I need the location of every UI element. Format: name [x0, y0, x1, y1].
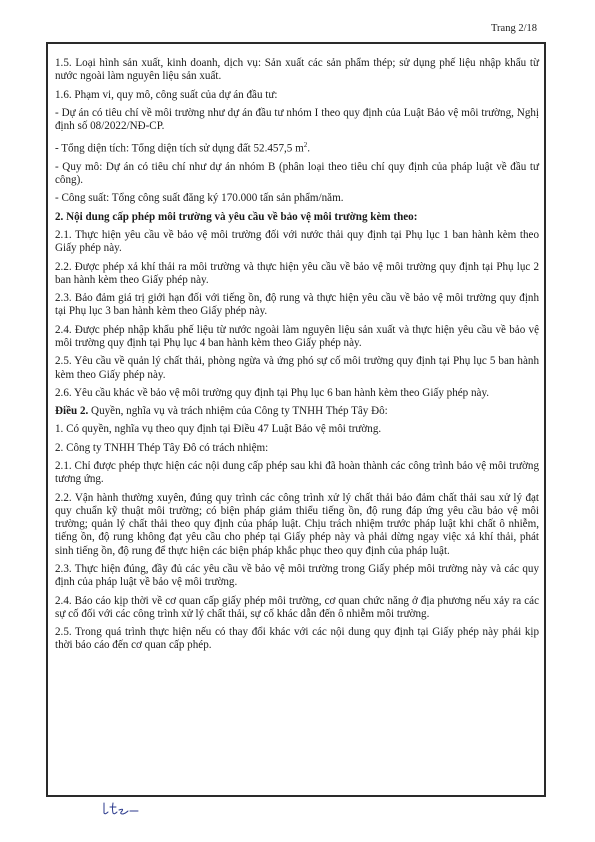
paragraph-responsibilities-heading: 2. Công ty TNHH Thép Tây Đô có trách nhiệm:	[55, 441, 269, 454]
document-body	[55, 57, 539, 658]
paragraph-responsibility-2-3: 2.3. Thực hiện đúng, đầy đủ các yêu cầu về bảo vệ môi trường trong Giấy phép môi trường này và các quy định của pháp luật về bảo vệ môi trường.	[55, 562, 539, 589]
paragraph-responsibility-2-1: 2.1. Chỉ được phép thực hiện các nội dung cấp phép sau khi đã hoàn thành các công trình bảo vệ môi trường tương ứng.	[55, 460, 539, 486]
section-heading-permit-content: 2. Nội dung cấp phép môi trường và yêu cầu về bảo vệ môi trường kèm theo:	[55, 210, 418, 223]
paragraph-project-scale: - Quy mô: Dự án có tiêu chí như dự án nhóm B (phân loại theo tiêu chí quy định của pháp luật về đầu tư công).	[55, 160, 539, 186]
area-unit-superscript: 2	[303, 140, 308, 149]
total-area-text: - Tổng diện tích: Tổng diện tích sử dụng đất 52.457,5 m	[55, 142, 304, 155]
handwritten-initials	[100, 799, 140, 819]
article-2-title: Quyền, nghĩa vụ và trách nhiệm của Công ty TNHH Thép Tây Đô:	[88, 405, 388, 418]
paragraph-rights-obligations: 1. Có quyền, nghĩa vụ theo quy định tại Điều 47 Luật Bảo vệ môi trường.	[55, 423, 382, 436]
paragraph-emissions: 2.2. Được phép xả khí thải ra môi trường và thực hiện yêu cầu về bảo vệ môi trường quy định tại Phụ lục 2 ban hành kèm theo Giấy phép này.	[55, 260, 539, 286]
paragraph-wastewater: 2.1. Thực hiện yêu cầu về bảo vệ môi trường đối với nước thải quy định tại Phụ lục 1 ban hành kèm theo Giấy phép này.	[55, 229, 539, 255]
article-2-label: Điều 2.	[55, 405, 89, 418]
paragraph-business-type: 1.5. Loại hình sản xuất, kinh doanh, dịch vụ: Sản xuất các sản phẩm thép; sử dụng phế liệu nhập khẩu từ nước ngoài làm nguyên liệu sản xuất.	[55, 57, 539, 83]
paragraph-responsibility-2-2: 2.2. Vận hành thường xuyên, đúng quy trình các công trình xử lý chất thải bảo đảm chất thải sau xử lý đạt quy chuẩn kỹ thuật môi trường; có biện pháp giảm thiểu tiếng ồn, độ rung đáp ứng yêu cầu bảo vệ môi trường; quản lý chất thải theo quy định của pháp luật. Chịu trách nhiệm trước pháp luật khi chất ô nhiễm, tiếng ồn, độ rung không đạt yêu cầu cho phép tại Giấy phép này và phải dừng ngay việc xả khí thải, phát sinh tiếng ồn, độ rung để thực hiện các biện pháp khắc phục theo quy định của pháp luật.	[55, 491, 539, 557]
paragraph-responsibility-2-4: 2.4. Báo cáo kịp thời về cơ quan cấp giấy phép môi trường, cơ quan chức năng ở địa phương nếu xảy ra các sự cố đối với các công trình xử lý chất thải, sự cố khác dẫn đến ô nhiễm môi trường.	[55, 594, 539, 620]
paragraph-capacity: - Công suất: Tổng công suất đăng ký 170.000 tấn sản phẩm/năm.	[55, 192, 344, 205]
paragraph-other-requirements: 2.6. Yêu cầu khác về bảo vệ môi trường quy định tại Phụ lục 6 ban hành kèm theo Giấy phép này.	[55, 387, 490, 399]
page-number: Trang 2/18	[491, 23, 537, 34]
paragraph-total-area	[55, 139, 539, 156]
article-2-heading	[55, 405, 539, 418]
paragraph-environment-criteria: - Dự án có tiêu chí về môi trường như dự án đầu tư nhóm I theo quy định của Luật Bảo vệ môi trường, Nghị định số 08/2022/NĐ-CP.	[55, 106, 539, 133]
paragraph-scrap-import: 2.4. Được phép nhập khẩu phế liệu từ nước ngoài làm nguyên liệu sản xuất và thực hiện yêu cầu về bảo vệ môi trường quy định tại Phụ lục 4 ban hành kèm theo Giấy phép này.	[55, 323, 539, 350]
paragraph-waste-management: 2.5. Yêu cầu về quản lý chất thải, phòng ngừa và ứng phó sự cố môi trường quy định tại Phụ lục 5 ban hành kèm theo Giấy phép này.	[55, 355, 539, 381]
paragraph-noise-vibration: 2.3. Bảo đảm giá trị giới hạn đối với tiếng ồn, độ rung và thực hiện yêu cầu về bảo vệ môi trường quy định tại Phụ lục 3 ban hành kèm theo Giấy phép này.	[55, 292, 539, 318]
paragraph-responsibility-2-5: 2.5. Trong quá trình thực hiện nếu có thay đổi khác với các nội dung quy định tại Giấy phép này phải kịp thời báo cáo đến cơ quan cấp phép.	[55, 626, 539, 652]
paragraph-scope-heading: 1.6. Phạm vi, quy mô, công suất của dự án đầu tư:	[55, 88, 278, 101]
total-area-period: .	[307, 142, 310, 155]
